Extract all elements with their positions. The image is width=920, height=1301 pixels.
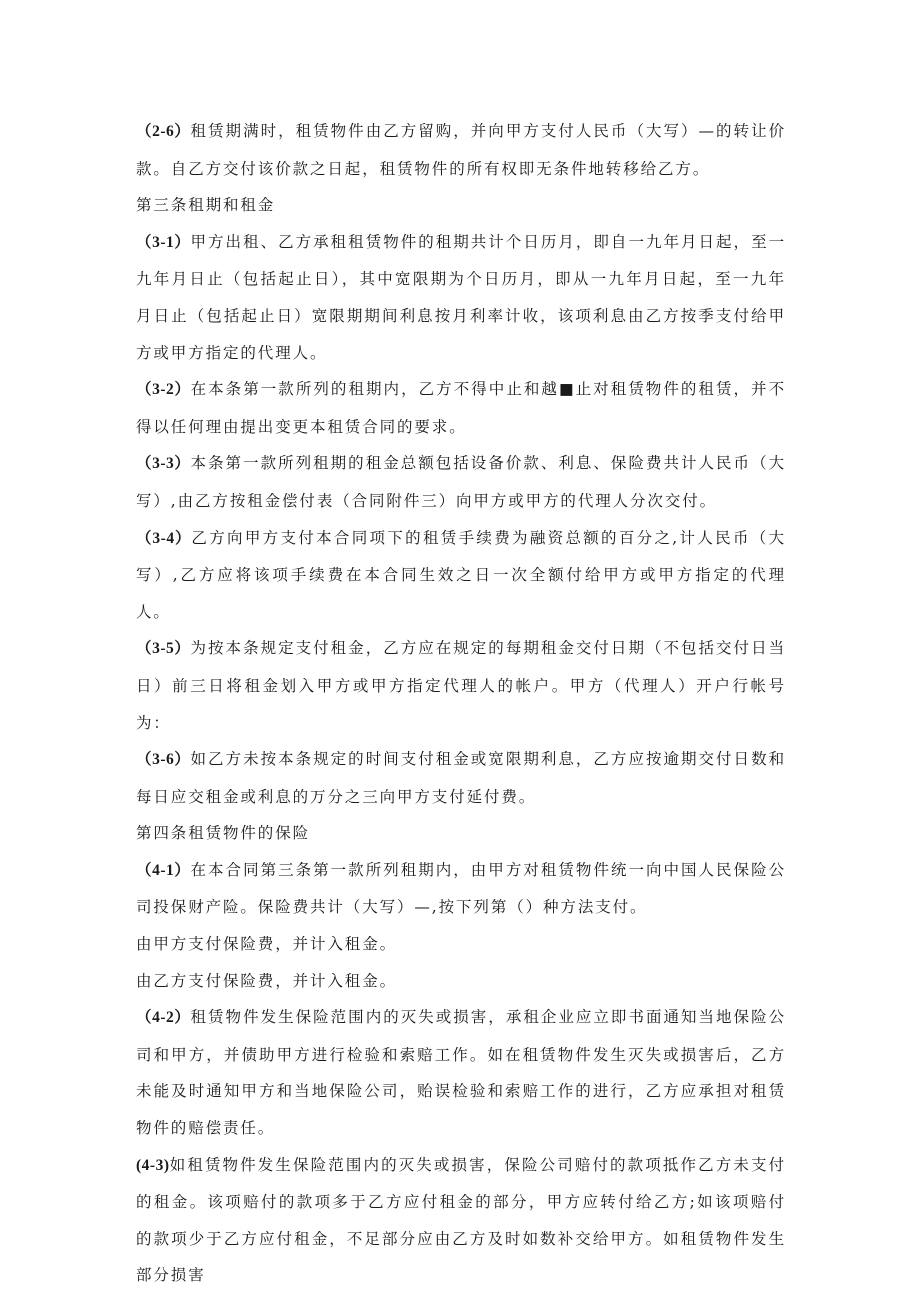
clause-2-6 [136,113,786,187]
clause-4-2 [136,999,786,1146]
clause-number: （3-5） [136,640,191,658]
clause-number: （3-6） [136,751,191,769]
clause-number: （2-6） [136,123,191,140]
clause-text: 在本条第一款所列的租期内，乙方不得中止和越■止对租赁物件的租赁，并不得以任何理由提出变更本租赁合同的要求。 [136,380,786,436]
clause-text: 乙方向甲方支付本合同项下的租赁手续费为融资总额的百分之,计人民币（大写）,乙方应将该项手续费在本合同生效之日一次全额付给甲方或甲方指定的代理人。 [136,528,786,621]
clause-3-2 [136,371,786,445]
clause-text: 在本合同第三条第一款所列租期内，由甲方对租赁物件统一向中国人民保险公司投保财产险。保险费共计（大写）—,按下列第（）种方法支付。 [136,860,786,917]
clause-number: （3-3） [136,455,191,473]
option-b: 由乙方支付保险费，并计入租金。 [136,971,398,990]
clause-4-1 [136,852,786,926]
clause-3-1 [136,224,786,371]
clause-text: 为按本条规定支付租金，乙方应在规定的每期租金交付日期（不包括交付日当日）前三日将租金划入甲方或甲方指定代理人的帐户。甲方（代理人）开户行帐号为： [136,639,786,732]
clause-text: 租赁期满时，租赁物件由乙方留购，并向甲方支付人民币（大写）—的转让价款。自乙方交付该价款之日起，租赁物件的所有权即无条件地转移给乙方。 [136,122,786,178]
clause-number: （3-4） [136,529,192,547]
clause-3-5 [136,630,786,741]
clause-3-6 [136,741,786,815]
clause-text: 甲方出租、乙方承租租赁物件的租期共计个日历月，即自一九年月日起，至一九年月日止（包括起止日），其中宽限期为个日历月，即从一九年月日起，至一九年月日止（包括起止日）宽限期期间利息按月利率计收，该项利息由乙方按季支付给甲方或甲方指定的代理人。 [136,232,786,362]
article-3-heading: 第三条租期和租金 [136,196,276,215]
clause-3-3 [136,445,786,519]
clause-number: （4-2） [136,1009,191,1027]
clause-3-4 [136,520,786,631]
clause-text: 如乙方未按本条规定的时间支付租金或宽限期利息，乙方应按逾期交付日数和每日应交租金或利息的万分之三向甲方支付延付费。 [136,750,786,806]
document-body [136,113,786,1294]
clause-text: 如租赁物件发生保险范围内的灭失或损害，保险公司赔付的款项抵作乙方未支付的租金。该项赔付的款项多于乙方应付租金的部分，甲方应转付给乙方;如该项赔付的款项少于乙方应付租金，不足部分应由乙方及时如数补交给甲方。如租赁物件发生部分损害 [136,1155,786,1285]
clause-number: （4-1） [136,861,191,879]
clause-text: 本条第一款所列租期的租金总额包括设备价款、利息、保险费共计人民币（大写）,由乙方按租金偿付表（合同附件三）向甲方或甲方的代理人分次交付。 [136,454,786,510]
clause-text: 租赁物件发生保险范围内的灭失或损害，承租企业应立即书面通知当地保险公司和甲方，并债助甲方进行检验和索赔工作。如在租赁物件发生灭失或损害后，乙方未能及时通知甲方和当地保险公司，贻误检验和索赔工作的进行，乙方应承担对租赁物件的赔偿责任。 [136,1008,786,1138]
clause-number: （3-2） [136,381,191,399]
clause-number: (4-3) [136,1156,170,1174]
clause-number: （3-1） [136,233,191,251]
clause-4-3 [136,1147,786,1294]
article-4-heading: 第四条租赁物件的保险 [136,824,311,843]
option-a: 由甲方支付保险费，并计入租金。 [136,935,398,954]
